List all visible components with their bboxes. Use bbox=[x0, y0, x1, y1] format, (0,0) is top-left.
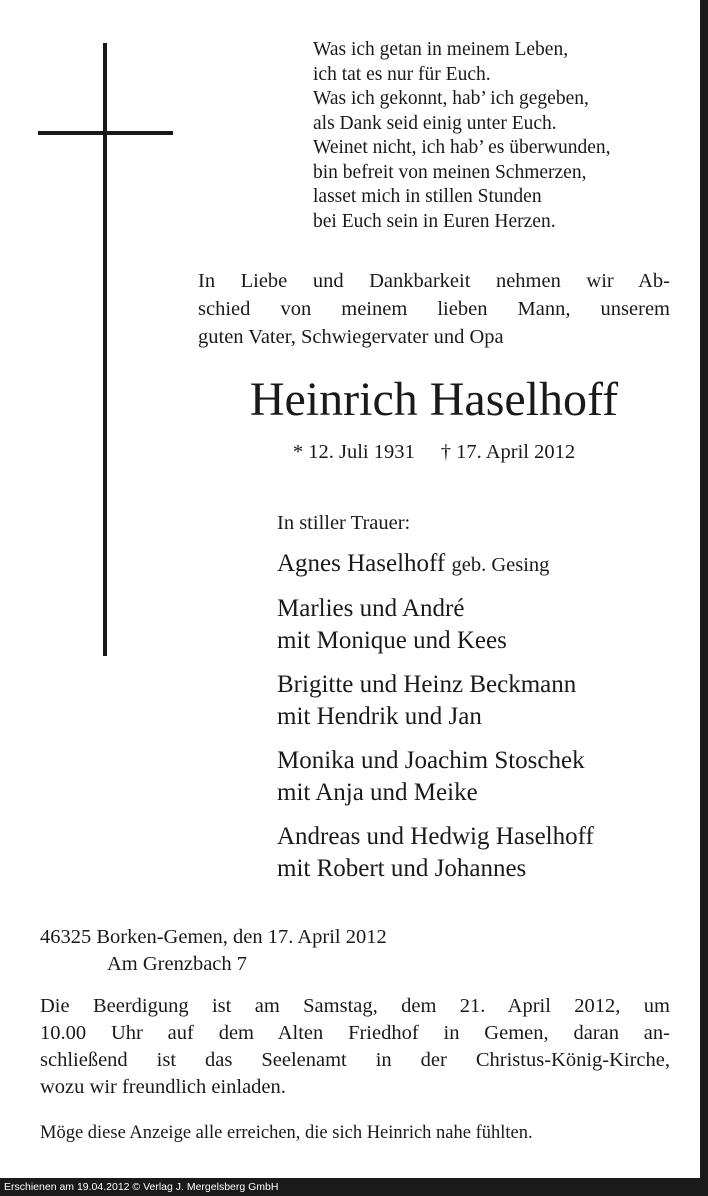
poem-line: Was ich gekonnt, hab’ ich gegeben, bbox=[313, 88, 589, 109]
funeral-line: schließend ist das Seelenamt in der Christus-König-Kirche, bbox=[40, 1049, 670, 1071]
family-entry bbox=[277, 821, 697, 885]
poem-line: ich tat es nur für Euch. bbox=[313, 63, 491, 85]
birth-date: * 12. Juli 1931 bbox=[292, 441, 415, 463]
mourning-label: In stiller Trauer: bbox=[277, 512, 411, 534]
poem-line: als Dank seid einig unter Euch. bbox=[313, 112, 557, 134]
publication-credit: Erschienen am 19.04.2012 © Verlag J. Mergelsberg GmbH bbox=[4, 1181, 279, 1193]
poem-line: bin befreit von meinen Schmerzen, bbox=[313, 161, 587, 183]
family-entry bbox=[277, 593, 697, 657]
cross-horizontal-bar bbox=[38, 131, 173, 135]
intro-line: schied von meinem lieben Mann, unserem bbox=[198, 298, 670, 320]
family-entry bbox=[277, 669, 697, 733]
family-entry bbox=[277, 745, 697, 809]
city-date: 46325 Borken-Gemen, den 17. April 2012 bbox=[40, 926, 387, 948]
intro-line: In Liebe und Dankbarkeit nehmen wir Ab- bbox=[198, 270, 670, 292]
intro-line: guten Vater, Schwiegervater und Opa bbox=[198, 326, 504, 348]
poem-line: lasset mich in stillen Stunden bbox=[313, 186, 542, 207]
address-block bbox=[40, 924, 387, 978]
intro-text bbox=[198, 267, 670, 351]
family-parents: Marlies und André bbox=[277, 595, 465, 622]
deceased-name: Heinrich Haselhoff bbox=[249, 373, 619, 426]
funeral-line: wozu wir freundlich einladen. bbox=[40, 1076, 286, 1098]
funeral-line: Die Beerdigung ist am Samstag, dem 21. April 2012, um bbox=[40, 995, 670, 1017]
family-parents: Monika und Joachim Stoschek bbox=[277, 747, 585, 774]
funeral-details bbox=[40, 993, 670, 1101]
family-children: mit Anja und Meike bbox=[277, 779, 478, 806]
street-address: Am Grenzbach 7 bbox=[107, 953, 248, 975]
closing-note: Möge diese Anzeige alle erreichen, die sich Heinrich nahe fühlten. bbox=[40, 1123, 533, 1143]
family-parents: Brigitte und Heinz Beckmann bbox=[277, 671, 577, 698]
poem-line: Weinet nicht, ich hab’ es überwunden, bbox=[313, 137, 611, 158]
poem-line: bei Euch sein in Euren Herzen. bbox=[313, 210, 556, 232]
family-children: mit Robert und Johannes bbox=[277, 855, 527, 882]
funeral-line: 10.00 Uhr auf dem Alten Friedhof in Gemen, daran an- bbox=[40, 1022, 670, 1044]
death-date: † 17. April 2012 bbox=[440, 441, 576, 463]
poem-line: Was ich getan in meinem Leben, bbox=[313, 39, 569, 60]
family-children: mit Monique und Kees bbox=[277, 627, 507, 654]
widow-entry bbox=[277, 548, 697, 581]
poem bbox=[313, 38, 693, 234]
family-children: mit Hendrik und Jan bbox=[277, 703, 482, 730]
life-dates bbox=[198, 438, 670, 466]
widow-name: Agnes Haselhoff bbox=[277, 550, 446, 577]
family-parents: Andreas und Hedwig Haselhoff bbox=[277, 823, 594, 850]
widow-maiden-name: geb. Gesing bbox=[451, 554, 550, 576]
